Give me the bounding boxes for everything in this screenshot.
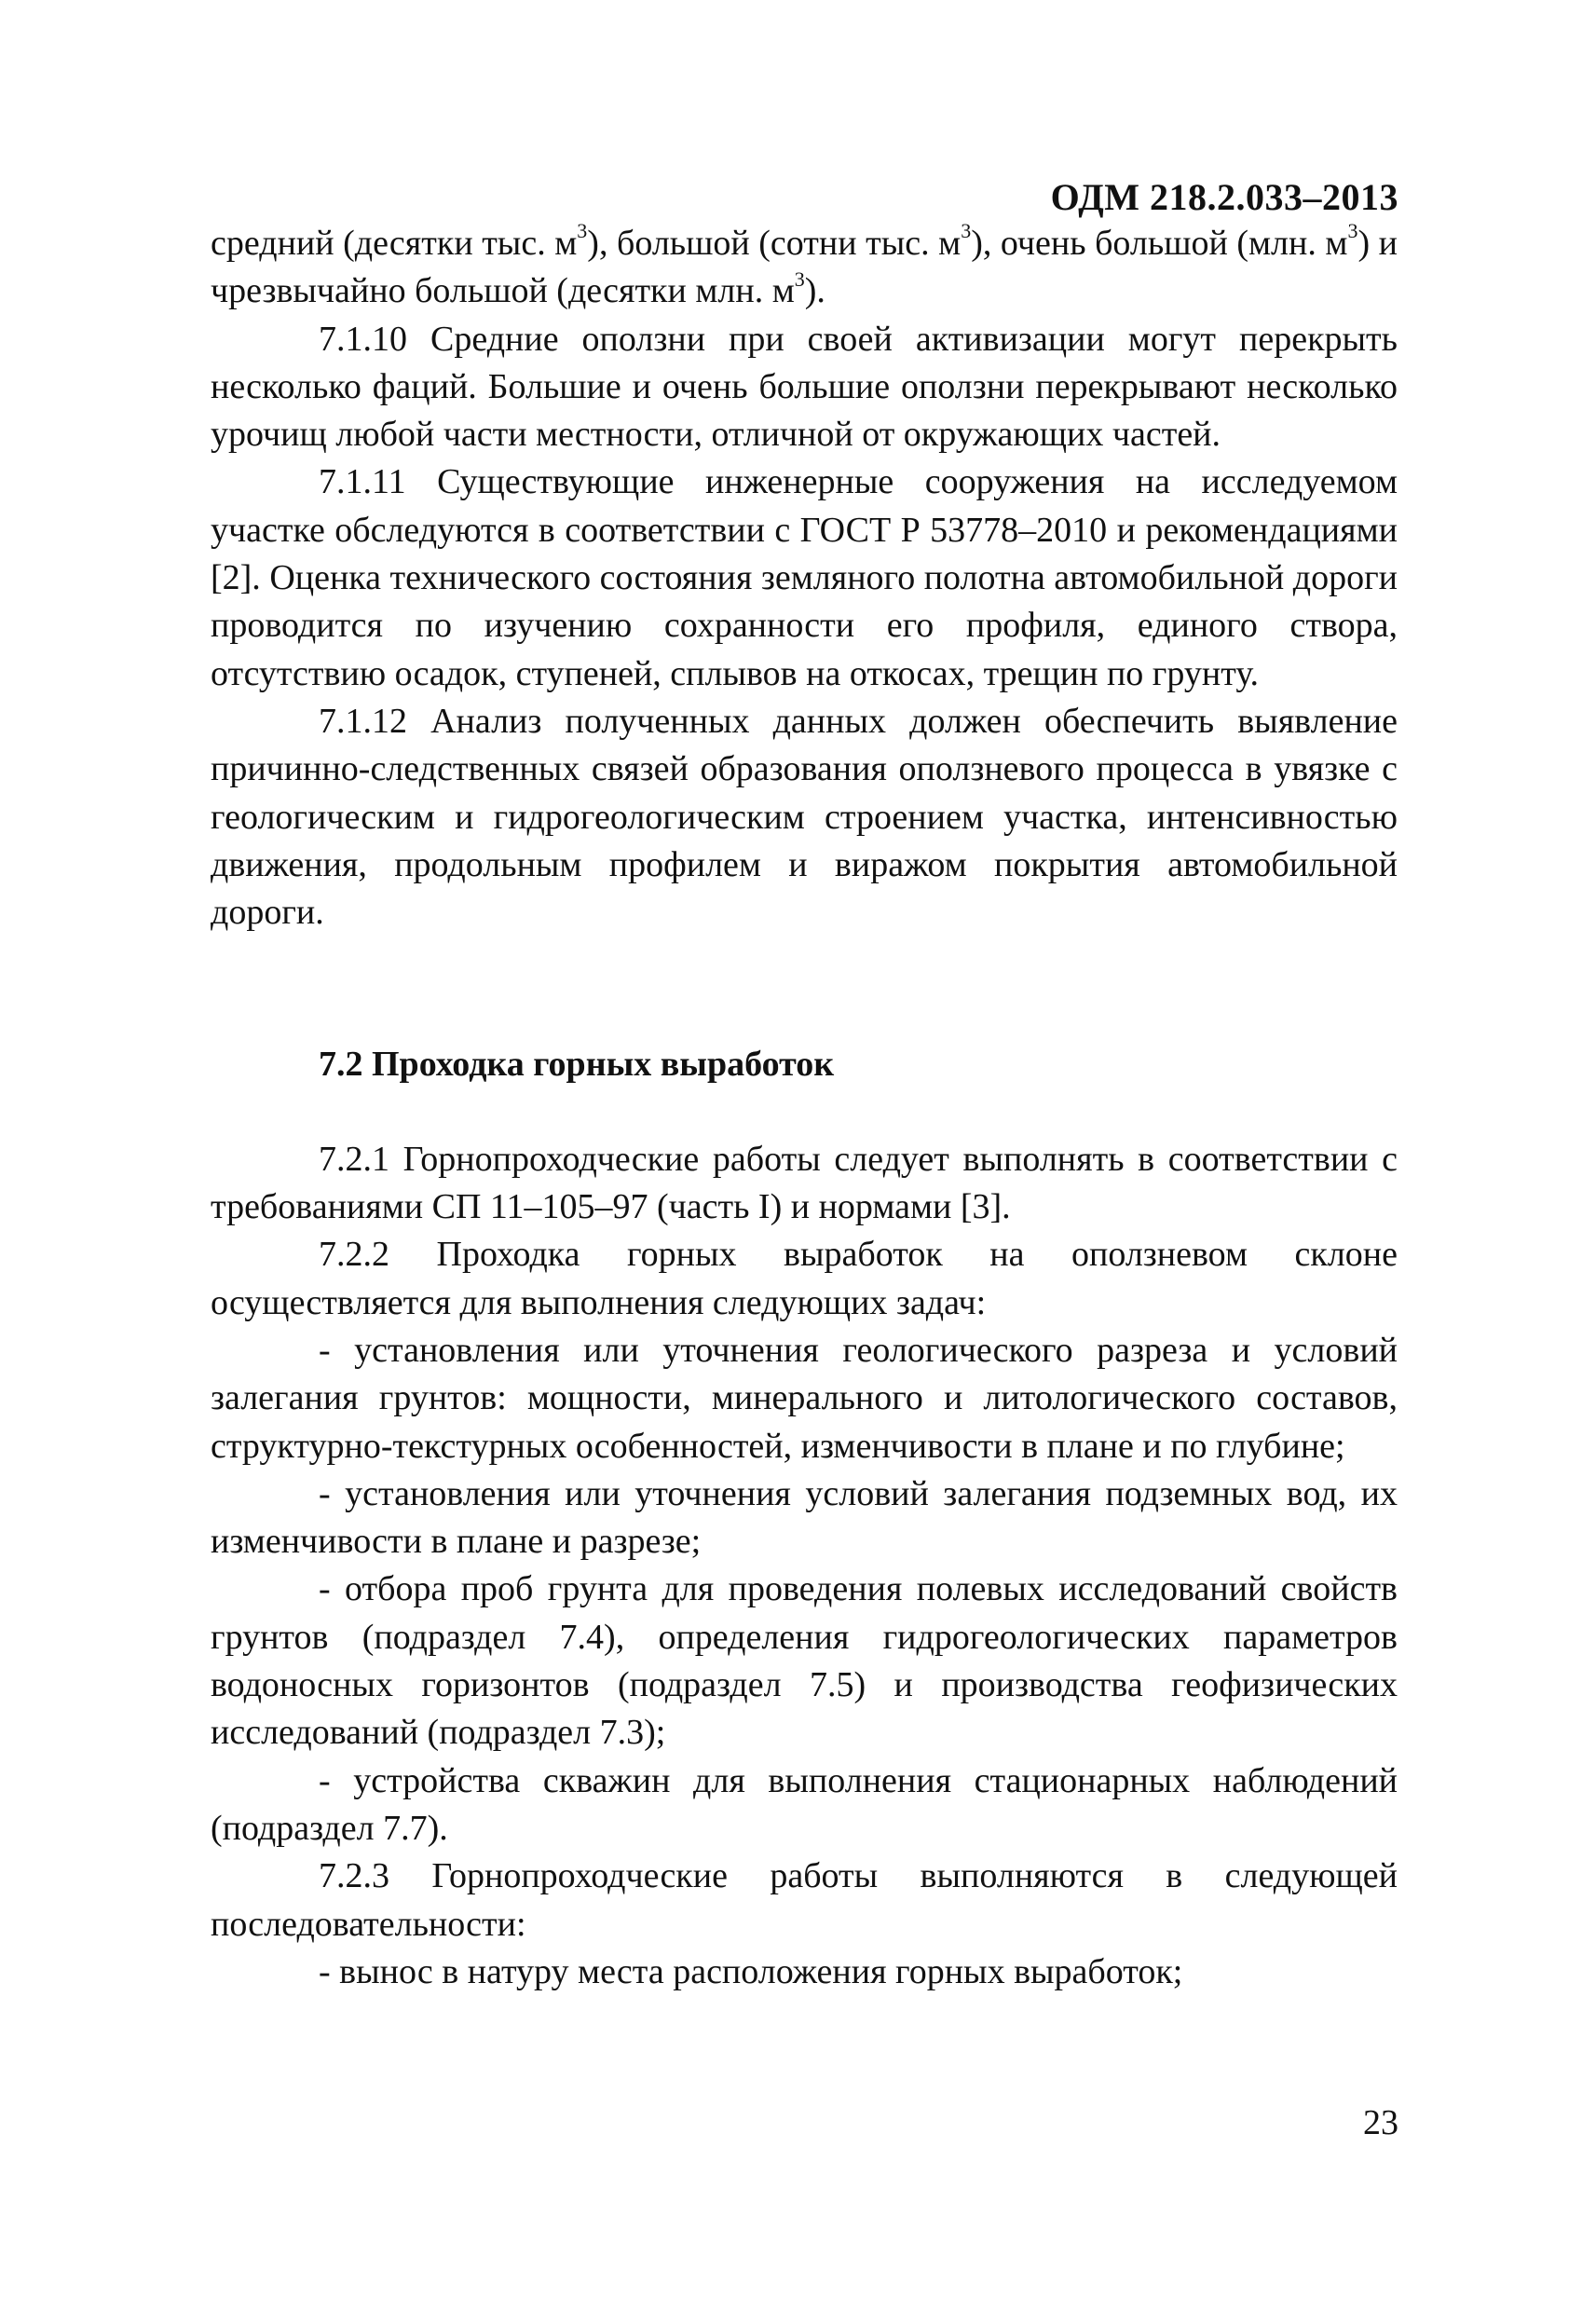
paragraph-continuation: средний (десятки тыс. $м^3$), большой (сотни тыс. $м^3$), очень большой (млн. $м^3$) и чрезвычайно большой (десятки млн. $м^3$).: [211, 219, 1398, 311]
list-item: - установления или уточнения геологического разреза и условий залегания грунтов: мощности, минерального и литологического составов, структурно-текстурных особенностей, изменчивости в плане и по глубине;: [211, 1330, 1398, 1466]
paragraph-7-2-3: 7.2.3 Горнопроходческие работы выполняются в следующей последовательности:: [211, 1856, 1398, 1944]
list-item: - отбора проб грунта для проведения полевых исследований свойств грунтов (подраздел 7.4), определения гидрогеологических параметров водоносных горизонтов (подраздел 7.5) и производства геофизических исследований (подраздел 7.3);: [211, 1569, 1398, 1753]
list-item: - вынос в натуру места расположения горных выработок;: [319, 1951, 1183, 1991]
page-number: 23: [1363, 2103, 1398, 2142]
document-code-header: ОДМ 218.2.033–2013: [1050, 176, 1398, 218]
list-item: - устройства скважин для выполнения стационарных наблюдений (подраздел 7.7).: [211, 1760, 1398, 1848]
paragraph-7-2-2: 7.2.2 Проходка горных выработок на оползневом склоне осуществляется для выполнения следующих задач:: [211, 1235, 1398, 1322]
paragraph-7-1-11: 7.1.11 Существующие инженерные сооружения на исследуемом участке обследуются в соответствии с ГОСТ Р 53778–2010 и рекомендациями [2]. Оценка технического состояния земляного полотна автомобильной дороги проводится по изучению сохранности его профиля, единого створа, отсутствию осадок, ступеней, сплывов на откосах, трещин по грунту.: [211, 462, 1398, 693]
list-item: - установления или уточнения условий залегания подземных вод, их изменчивости в плане и разрезе;: [211, 1473, 1398, 1562]
body-text: [211, 220, 1398, 1996]
paragraph-7-1-10: 7.1.10 Средние оползни при своей активизации могут перекрыть несколько фаций. Большие и очень большие оползни перекрывают несколько урочищ любой части местности, отличной от окружающих частей.: [211, 319, 1398, 455]
paragraph-7-1-12: 7.1.12 Анализ полученных данных должен обеспечить выявление причинно-следственных связей образования оползневого процесса в увязке с геологическим и гидрогеологическим строением участка, интенсивностью движения, продольным профилем и виражом покрытия автомобильной дороги.: [211, 701, 1398, 933]
section-heading-7-2: 7.2 Проходка горных выработок: [319, 1045, 835, 1085]
paragraph-7-2-1: 7.2.1 Горнопроходческие работы следует выполнять в соответствии с требованиями СП 11–105–97 (часть I) и нормами [3].: [211, 1139, 1398, 1227]
